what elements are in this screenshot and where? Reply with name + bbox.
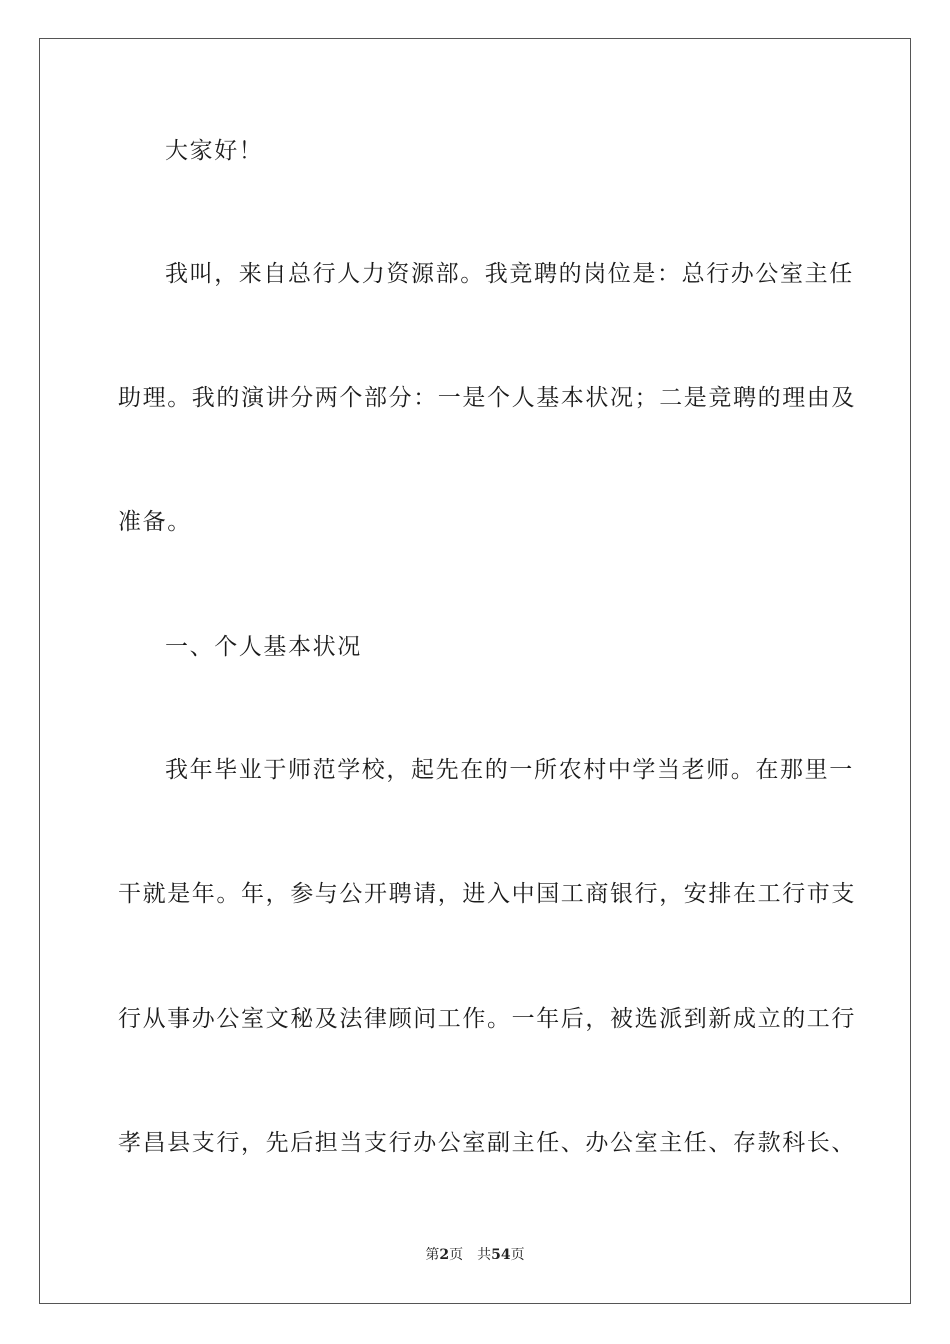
total-suffix: 页 xyxy=(510,1247,525,1263)
page-prefix: 第 xyxy=(425,1247,440,1263)
paragraph-line: 我年毕业于师范学校，起先在的一所农村中学当老师。在那里一 xyxy=(165,757,854,783)
page-border xyxy=(39,38,911,1304)
page-suffix: 页 xyxy=(449,1247,464,1263)
paragraph-line: 行从事办公室文秘及法律顾问工作。一年后，被选派到新成立的工行 xyxy=(118,1006,856,1032)
paragraph-line: 准备。 xyxy=(118,509,192,535)
section-heading: 一、个人基本状况 xyxy=(165,634,362,660)
page-number: 2 xyxy=(439,1247,450,1263)
paragraph-line: 孝昌县支行，先后担当支行办公室副主任、办公室主任、存款科长、 xyxy=(118,1130,856,1156)
paragraph-line: 干就是年。年，参与公开聘请，进入中国工商银行，安排在工行市支 xyxy=(118,881,856,907)
page-footer xyxy=(0,1246,950,1264)
paragraph-line: 我叫，来自总行人力资源部。我竞聘的岗位是：总行办公室主任 xyxy=(165,261,854,287)
total-pages: 54 xyxy=(491,1247,511,1263)
total-prefix: 共 xyxy=(477,1247,492,1263)
paragraph-line: 助理。我的演讲分两个部分：一是个人基本状况；二是竞聘的理由及 xyxy=(118,385,856,411)
greeting-line: 大家好！ xyxy=(165,138,264,164)
